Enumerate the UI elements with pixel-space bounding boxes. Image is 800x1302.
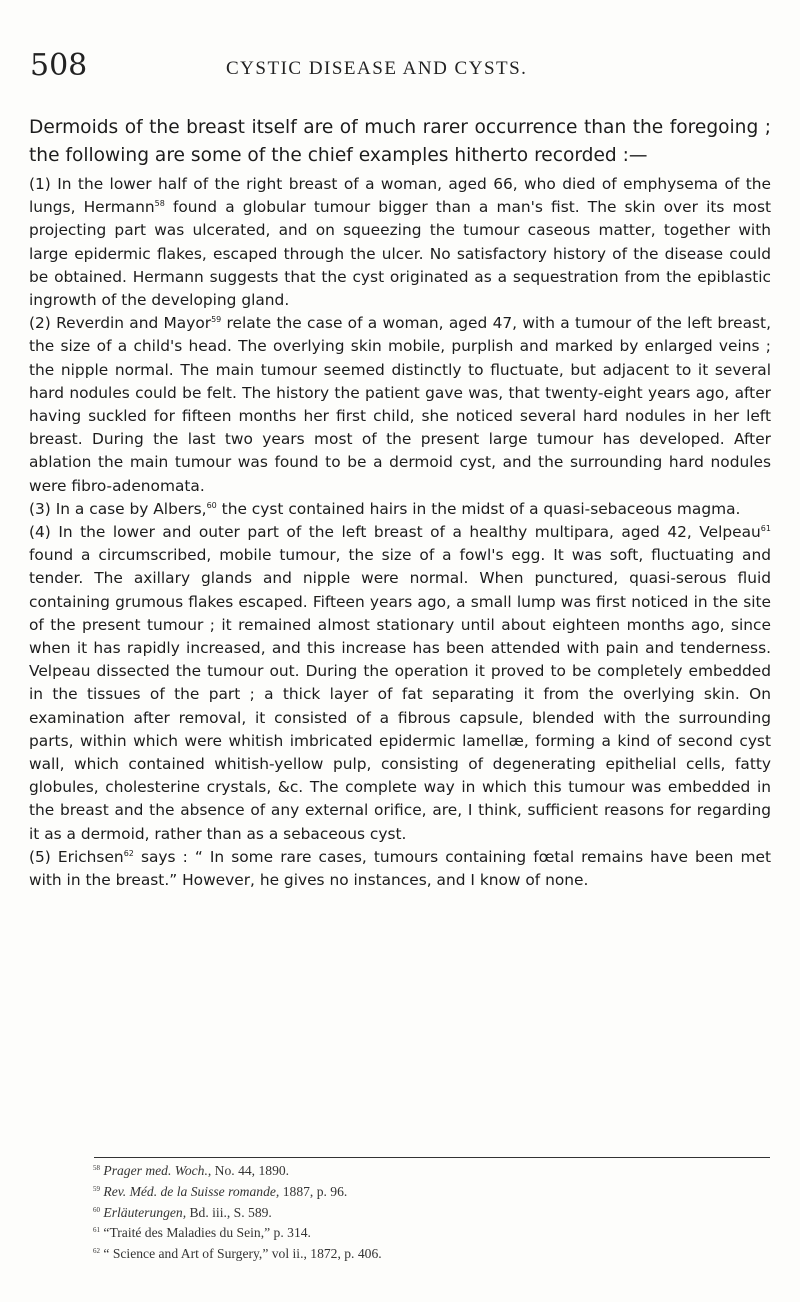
footnote-text: “ Science and Art of Surgery,” vol ii., 1872, p. 406. — [103, 1246, 382, 1262]
footnote-divider — [94, 1157, 770, 1158]
case-text: found a circumscribed, mobile tumour, the size of a fowl's egg. It was soft, fluctuating and tender. The axillary glands and nipple were normal. When punctured, quasi-serous fluid containing grumous flakes escaped. Fifteen years ago, a small lump was first noticed in the site of the present tumour ; it remained almost stationary until about eighteen months ago, since when it has rapidly increased, and this increase has been attended with pain and tenderness. Velpeau dissected the tumour out. During the operation it proved to be completely embedded in the tissues of the part ; a thick layer of fat separating it from the overlying skin. On examination after removal, it consisted of a fibrous capsule, blended with the surrounding parts, within which were whitish imbricated epidermic lamellæ, forming a kind of second cyst wall, which contained whitish-yellow pulp, consisting of degenerating epithelial cells, fatty globules, cholesterine crystals, &c. The complete way in which this tumour was embedded in the breast and the absence of any external orifice, are, I think, sufficient reasons for regarding it as a dermoid, rather than as a sebaceous cyst. — [29, 546, 771, 843]
case-number: (1) — [29, 175, 51, 193]
running-title: CYSTIC DISEASE AND CYSTS. — [226, 58, 528, 79]
footnote-source: Erläuterungen, — [103, 1204, 187, 1220]
case-text: Erichsen — [57, 847, 124, 866]
footnote-text: “Traité des Maladies du Sein,” p. 314. — [103, 1225, 311, 1241]
footnote-number: 59 — [93, 1184, 100, 1193]
footnote-source: Prager med. Woch. — [103, 1163, 208, 1178]
case-paragraph-1 — [29, 173, 771, 312]
case-number: (5) — [29, 847, 51, 866]
case-text: In the lower half of the right breast of a woman, aged 66, who died of emphysema of the lungs, Hermann — [29, 175, 771, 217]
case-paragraph-2 — [29, 312, 771, 498]
case-text: In a case by Albers, — [55, 499, 207, 518]
case-text: Reverdin and Mayor — [56, 314, 212, 333]
footnote-61 — [93, 1223, 753, 1244]
lead-paragraph: Dermoids of the breast itself are of much rarer occurrence than the foregoing ; the following are some of the chief examples hitherto recorded :— — [29, 117, 771, 166]
case-number: (3) — [29, 499, 51, 518]
body-text — [29, 114, 771, 892]
page-number: 508 — [30, 48, 88, 83]
case-paragraph-5 — [29, 846, 771, 892]
footnote-source: Rev. Méd. de la Suisse romande, — [103, 1183, 280, 1199]
footnote-marker: 58 — [154, 199, 165, 209]
footnote-details: , No. 44, 1890. — [207, 1163, 290, 1178]
footnote-58 — [93, 1161, 753, 1182]
footnote-marker: 61 — [760, 524, 771, 534]
case-text: says : “ In some rare cases, tumours containing fœtal remains have been met with in the breast.” However, he gives no instances, and I know of none. — [29, 847, 771, 890]
footnote-details: 1887, p. 96. — [279, 1183, 348, 1199]
case-text: the cyst contained hairs in the midst of a quasi-sebaceous magma. — [221, 499, 741, 518]
case-paragraph-3 — [29, 498, 771, 521]
footnote-marker: 59 — [211, 315, 222, 325]
footnote-number: 61 — [93, 1226, 100, 1235]
case-number: (4) — [29, 523, 51, 542]
footnote-60 — [93, 1203, 753, 1224]
case-number: (2) — [29, 314, 51, 333]
footnote-59 — [93, 1182, 753, 1203]
footnote-62 — [93, 1244, 753, 1265]
footnote-number: 60 — [93, 1205, 100, 1214]
footnotes — [93, 1161, 753, 1265]
footnote-number: 58 — [93, 1164, 100, 1172]
case-text: relate the case of a woman, aged 47, with a tumour of the left breast, the size of a child's head. The overlying skin mobile, purplish and marked by enlarged veins ; the nipple normal. The main tumour seemed distinctly to fluctuate, but adjacent to it several hard nodules could be felt. The history the patient gave was, that twenty-eight years ago, after having suckled for fifteen months her first child, she noticed several hard nodules in her left breast. During the last two years most of the present large tumour has developed. After ablation the main tumour was found to be a dermoid cyst, and the surrounding hard nodules were fibro-adenomata. — [29, 314, 771, 495]
case-text: found a globular tumour bigger than a man's fist. The skin over its most projecting part was ulcerated, and on squeezing the tumour caseous matter, together with large epidermic flakes, escaped through the ulcer. No satisfactory history of the disease could be obtained. Hermann suggests that the cyst originated as a sequestration from the epiblastic ingrowth of the developing gland. — [29, 198, 771, 310]
footnote-number: 62 — [93, 1247, 100, 1256]
case-text: In the lower and outer part of the left breast of a healthy multipara, aged 42, Velpeau — [58, 523, 761, 542]
running-head — [30, 48, 770, 88]
footnote-marker: 62 — [123, 848, 134, 858]
footnote-details: Bd. iii., S. 589. — [186, 1204, 272, 1220]
case-paragraph-4 — [29, 521, 771, 846]
footnote-marker: 60 — [206, 500, 217, 510]
